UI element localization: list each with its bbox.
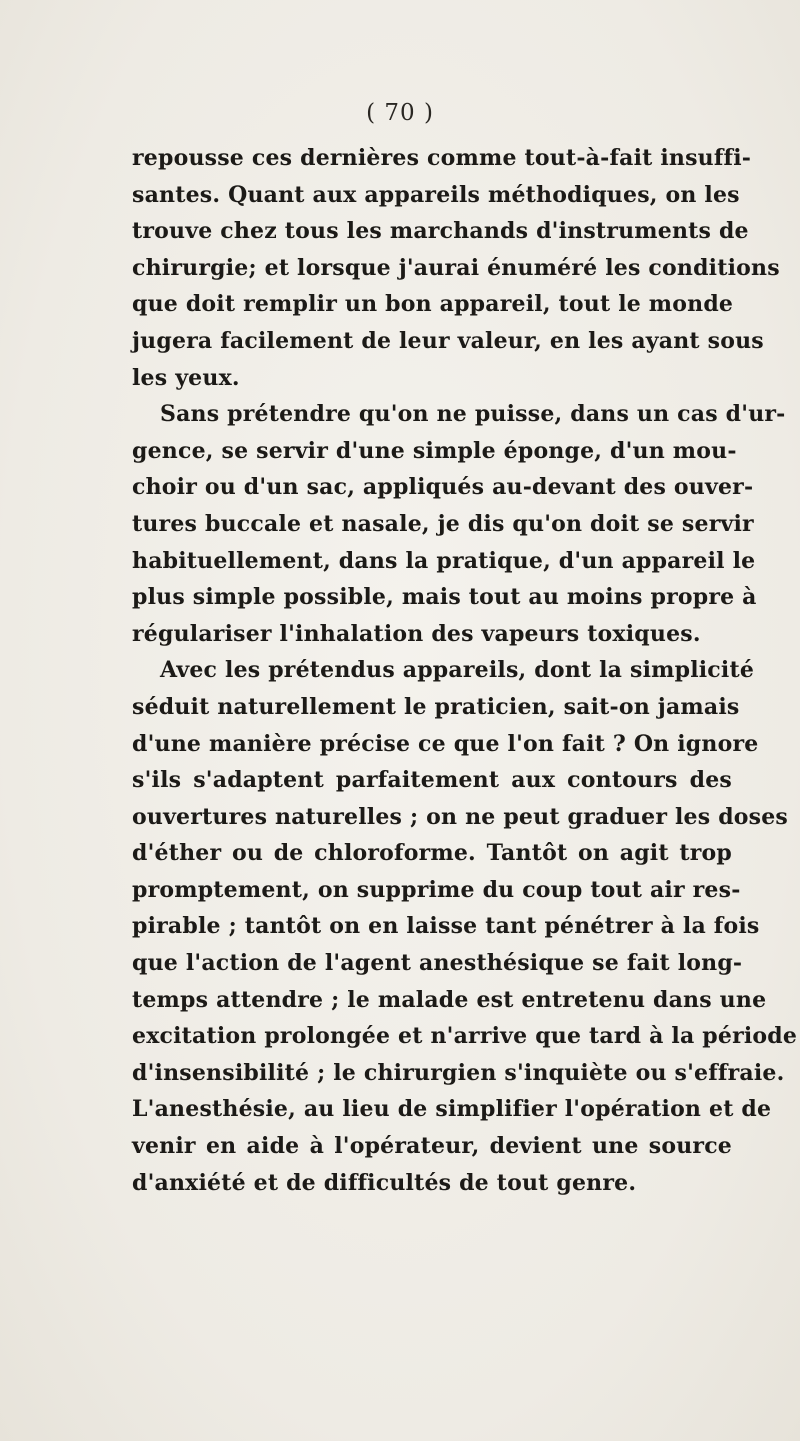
text-line: tures buccale et nasale, je dis qu'on doit se servir <box>132 510 754 537</box>
text-line: Avec les prétendus appareils, dont la simplicité <box>160 657 755 684</box>
text-line: plus simple possible, mais tout au moins propre à <box>132 584 757 611</box>
text-line: trouve chez tous les marchands d'instruments de <box>132 218 749 245</box>
text-line: excitation prolongée et n'arrive que tard à la période <box>132 1023 798 1050</box>
text-line: d'anxiété et de difficultés de tout genre. <box>132 1169 637 1196</box>
text-line: santes. Quant aux appareils méthodiques, on les <box>132 181 740 208</box>
text-line: s'ils s'adaptent parfaitement aux contours des <box>132 767 732 794</box>
text-line: que l'action de l'agent anesthésique se fait long- <box>132 950 743 977</box>
text-line: régulariser l'inhalation des vapeurs toxiques. <box>132 620 701 647</box>
text-line: Sans prétendre qu'on ne puisse, dans un cas d'ur- <box>160 401 786 428</box>
text-line: jugera facilement de leur valeur, en les ayant sous <box>132 327 764 354</box>
text-line: choir ou d'un sac, appliqués au-devant des ouver- <box>132 474 754 501</box>
text-line: séduit naturellement le praticien, sait-on jamais <box>132 693 740 720</box>
body-text <box>132 140 798 1201</box>
text-line: temps attendre ; le malade est entretenu dans une <box>132 986 767 1013</box>
text-line: d'une manière précise ce que l'on fait ? On ignore <box>132 730 759 757</box>
text-line: d'insensibilité ; le chirurgien s'inquiète ou s'effraie. <box>132 1059 785 1086</box>
text-line: repousse ces dernières comme tout-à-fait insuffi- <box>132 145 752 171</box>
text-line: habituellement, dans la pratique, d'un appareil le <box>132 547 756 574</box>
text-line: chirurgie; et lorsque j'aurai énuméré les conditions <box>132 254 780 281</box>
text-line: d'éther ou de chloroforme. Tantôt on agit trop <box>132 840 732 867</box>
text-line: venir en aide à l'opérateur, devient une source <box>132 1133 732 1160</box>
text-line: promptement, on supprime du coup tout air res- <box>132 876 741 903</box>
page-number: ( 70 ) <box>366 100 434 126</box>
text-line: ouvertures naturelles ; on ne peut graduer les doses <box>132 803 789 830</box>
text-line: pirable ; tantôt on en laisse tant pénétrer à la fois <box>132 913 760 940</box>
text-line: gence, se servir d'une simple éponge, d'un mou- <box>132 437 737 464</box>
text-line: L'anesthésie, au lieu de simplifier l'opération et de <box>132 1096 772 1123</box>
text-line: les yeux. <box>132 364 240 391</box>
text-line: que doit remplir un bon appareil, tout le monde <box>132 291 734 318</box>
